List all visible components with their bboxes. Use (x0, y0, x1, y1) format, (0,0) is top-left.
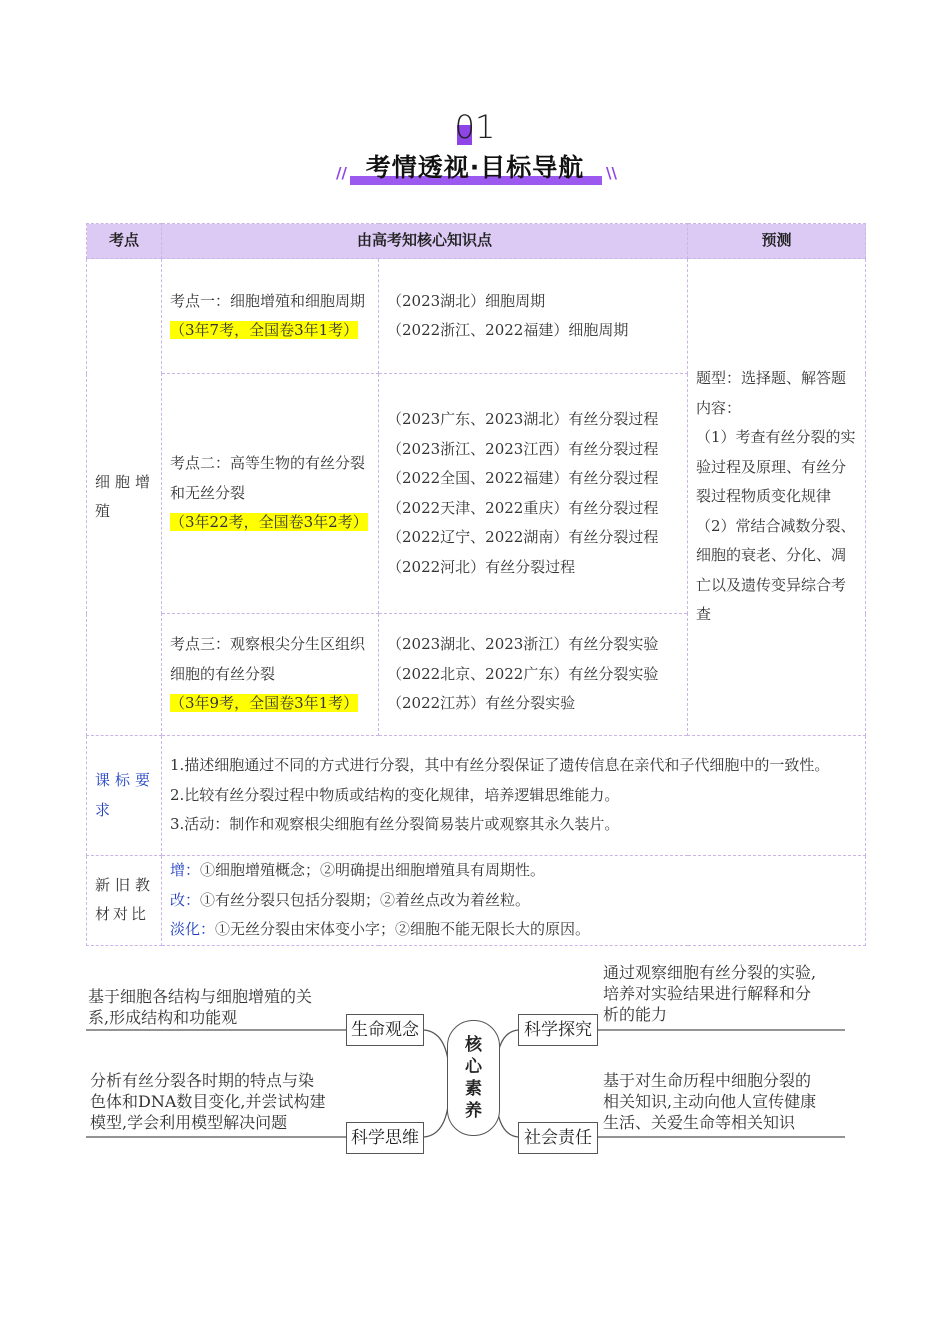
source-line: （2023浙江、2023江西）有丝分裂过程 (387, 439, 659, 458)
change-text: ①无丝分裂由宋体变小字；②细胞不能无限长大的原因。 (215, 920, 591, 938)
table-row (87, 736, 866, 856)
header-prediction: 预测 (688, 224, 866, 259)
exam-point-stat: （3年22考，全国卷3年2考） (170, 513, 368, 532)
prediction-cell (688, 259, 866, 736)
section-number: 01 (454, 108, 496, 146)
text-line: 模型,学会利用模型解决问题 (90, 1113, 288, 1132)
center-char: 核 (465, 1035, 482, 1055)
table-row (87, 259, 866, 374)
title-slash-right: \\ (606, 164, 617, 182)
diagram-text-scientific-thinking (90, 1070, 325, 1133)
text-line: 析的能力 (603, 1005, 668, 1024)
text-line: 培养对实验结果进行解释和分 (603, 984, 812, 1003)
exam-point-cell (162, 374, 379, 614)
exam-point-stat: （3年9考，全国卷3年1考） (170, 694, 359, 713)
exam-point-stat: （3年7考，全国卷3年1考） (170, 321, 359, 339)
source-line: （2023广东、2023湖北）有丝分裂过程 (387, 410, 659, 428)
textbook-cell (162, 856, 866, 946)
source-cell (379, 259, 688, 374)
diagram-text-scientific-inquiry (603, 962, 816, 1025)
change-tag: 增： (170, 861, 201, 879)
text-line: 相关知识,主动向他人宣传健康 (603, 1092, 817, 1111)
source-line: （2022浙江、2022福建）细胞周期 (387, 321, 629, 339)
textbook-label: 新旧教材对比 (87, 856, 162, 946)
exam-point-title: 考点二：高等生物的有丝分裂和无丝分裂 (170, 454, 366, 502)
source-cell (379, 374, 688, 614)
section-title: 考情透视·目标导航 (365, 153, 585, 182)
curriculum-item: 2.比较有丝分裂过程中物质或结构的变化规律，培养逻辑思维能力。 (170, 785, 620, 804)
text-line: 色体和DNA数目变化,并尝试构建 (90, 1092, 326, 1111)
exam-point-title: 考点一：细胞增殖和细胞周期 (170, 291, 366, 310)
text-line: 系,形成结构和功能观 (88, 1008, 238, 1027)
header-core-knowledge: 由高考知核心知识点 (162, 224, 688, 259)
curriculum-item: 3.活动：制作和观察根尖细胞有丝分裂简易装片或观察其永久装片。 (170, 815, 620, 834)
text-line: 生活、关爱生命等相关知识 (603, 1113, 796, 1132)
table-header-row (87, 224, 866, 259)
center-char: 养 (465, 1101, 482, 1121)
change-text: ①有丝分裂只包括分裂期；②着丝点改为着丝粒。 (200, 890, 531, 909)
center-char: 心 (465, 1057, 482, 1077)
core-literacy-center (447, 1020, 500, 1136)
prediction-content-label: 内容： (696, 398, 742, 417)
node-scientific-inquiry: 科学探究 (518, 1014, 598, 1046)
exam-point-cell (162, 259, 379, 374)
change-tag: 改： (170, 890, 201, 909)
change-tag: 淡化： (170, 920, 216, 938)
source-cell (379, 614, 688, 736)
source-line: （2023湖北）细胞周期 (387, 291, 546, 310)
table-row (87, 856, 866, 946)
diagram-text-life-concept (88, 986, 312, 1028)
exam-analysis-table (86, 223, 866, 946)
curriculum-label: 课标要求 (87, 736, 162, 856)
text-line: 分析有丝分裂各时期的特点与染 (90, 1071, 315, 1090)
node-life-concept: 生命观念 (346, 1014, 424, 1046)
node-social-responsibility: 社会责任 (518, 1122, 598, 1154)
source-line: （2022全国、2022福建）有丝分裂过程（2022天津、2022重庆）有丝分裂过程（2022辽宁、2022湖南）有丝分裂过程（2022河北）有丝分裂过程 (387, 469, 659, 576)
source-line: （2022北京、2022广东）有丝分裂实验（2022江苏）有丝分裂实验 (387, 664, 659, 713)
node-scientific-thinking: 科学思维 (346, 1122, 424, 1154)
curriculum-cell (162, 736, 866, 856)
text-line: 通过观察细胞有丝分裂的实验, (603, 963, 817, 982)
core-literacy-diagram (0, 950, 950, 1170)
curriculum-item: 1.描述细胞通过不同的方式进行分裂，其中有丝分裂保证了遗传信息在亲代和子代细胞中的一致性。 (170, 756, 830, 775)
text-line: 基于对生命历程中细胞分裂的 (603, 1071, 812, 1090)
source-line: （2023湖北、2023浙江）有丝分裂实验 (387, 635, 659, 654)
title-slash-left: // (336, 164, 347, 182)
diagram-text-social-responsibility (603, 1070, 816, 1133)
prediction-type: 题型：选择题、解答题 (696, 369, 847, 388)
change-text: ①细胞增殖概念；②明确提出细胞增殖具有周期性。 (200, 861, 546, 879)
header-exam-point: 考点 (87, 224, 162, 259)
prediction-item: （1）考查有丝分裂的实验过程及原理、有丝分裂过程物质变化规律 (696, 428, 856, 506)
prediction-item: （2）常结合减数分裂、细胞的衰老、分化、凋亡以及遗传变异综合考查 (696, 516, 856, 624)
exam-point-cell (162, 614, 379, 736)
center-char: 素 (465, 1079, 482, 1099)
text-line: 基于细胞各结构与细胞增殖的关 (88, 987, 313, 1006)
exam-point-title: 考点三：观察根尖分生区组织细胞的有丝分裂 (170, 635, 366, 683)
category-cell: 细胞增殖 (87, 259, 162, 736)
